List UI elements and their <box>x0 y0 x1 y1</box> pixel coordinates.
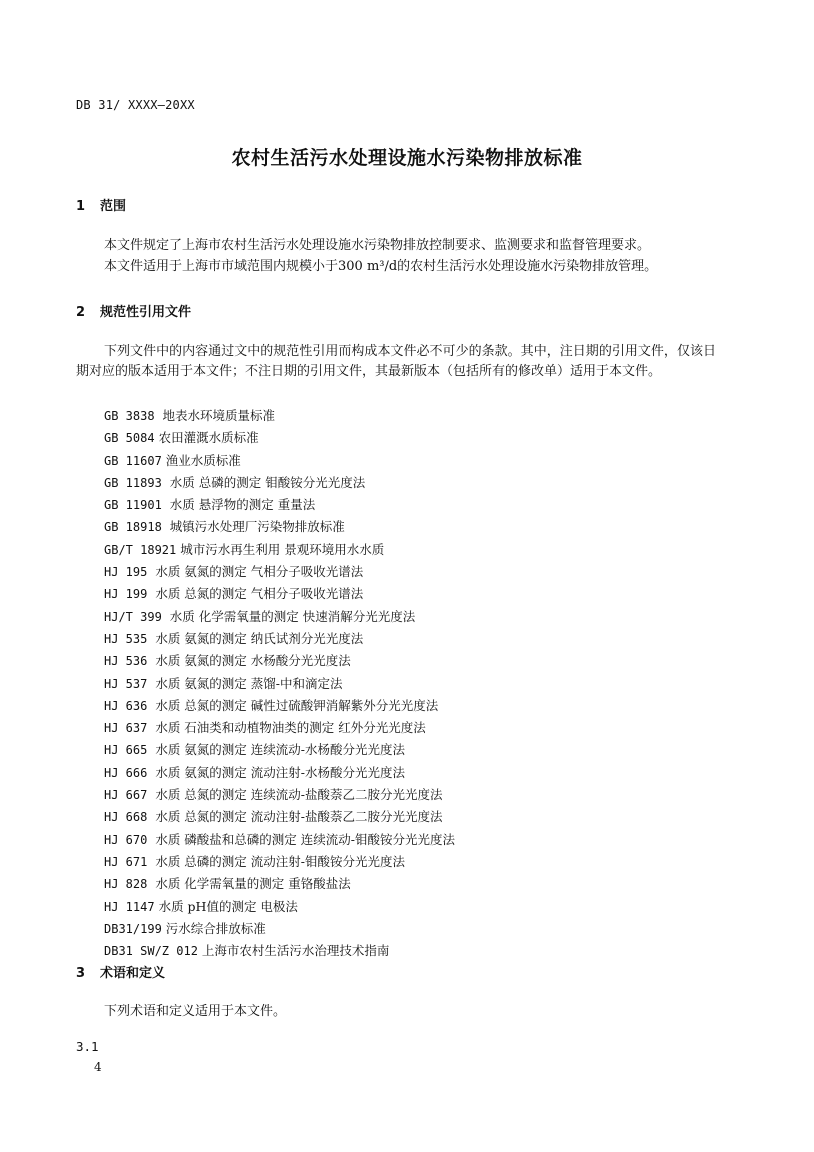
reference-title: 渔业水质标准 <box>165 452 241 468</box>
list-item <box>104 717 455 739</box>
reference-code: HJ 668 <box>104 810 148 825</box>
list-item <box>104 829 455 851</box>
reference-code: GB 18918 <box>104 520 162 535</box>
list-item <box>104 606 455 628</box>
doc-number: DB 31/ XXXX—20XX <box>76 98 195 112</box>
section-title: 术语和定义 <box>100 966 166 981</box>
reference-title: 水质 氨氮的测定 流动注射-水杨酸分光光度法 <box>151 764 406 780</box>
list-item <box>104 427 455 449</box>
document-title: 农村生活污水处理设施水污染物排放标准 <box>231 147 583 169</box>
reference-code: GB 5084 <box>104 431 155 446</box>
list-item <box>104 851 455 873</box>
reference-code: HJ 637 <box>104 721 148 736</box>
list-item <box>104 673 455 695</box>
paragraph: 下列术语和定义适用于本文件。 <box>104 1004 287 1019</box>
reference-title: 水质 氨氮的测定 水杨酸分光光度法 <box>151 653 351 669</box>
list-item <box>104 628 455 650</box>
reference-title: 水质 悬浮物的测定 重量法 <box>165 497 316 513</box>
list-item <box>104 940 455 962</box>
reference-code: HJ 670 <box>104 832 148 847</box>
reference-code: HJ 536 <box>104 654 148 669</box>
reference-title: 水质 氨氮的测定 纳氏试剂分光光度法 <box>151 630 364 646</box>
reference-code: HJ 665 <box>104 743 148 758</box>
reference-title: 水质 总磷的测定 流动注射-钼酸铵分光光度法 <box>151 853 406 869</box>
page-number: 4 <box>94 1060 102 1074</box>
section-number: 2 <box>76 305 86 320</box>
reference-title: 水质 化学需氧量的测定 快速消解分光光度法 <box>165 608 416 624</box>
reference-title: 地表水环境质量标准 <box>158 408 276 423</box>
list-item <box>104 561 455 583</box>
reference-code: HJ 671 <box>104 854 148 869</box>
section-number: 3 <box>76 966 86 981</box>
list-item <box>104 583 455 605</box>
reference-title: 水质 氨氮的测定 连续流动-水杨酸分光光度法 <box>151 742 406 758</box>
reference-code: HJ 828 <box>104 877 148 892</box>
reference-code: HJ 1147 <box>104 899 155 914</box>
reference-code: GB 11893 <box>104 475 162 490</box>
reference-title: 城市污水再生利用 景观环境用水水质 <box>180 541 385 557</box>
section-number: 1 <box>76 199 86 214</box>
reference-code: HJ 666 <box>104 765 148 780</box>
reference-code: HJ 535 <box>104 631 148 646</box>
list-item <box>104 806 455 828</box>
list-item <box>104 784 455 806</box>
reference-title: 水质 总氮的测定 气相分子吸收光谱法 <box>151 586 364 602</box>
list-item <box>104 539 455 561</box>
reference-title: 水质 总氮的测定 流动注射-盐酸萘乙二胺分光光度法 <box>151 809 443 825</box>
reference-code: GB 3838 <box>104 409 155 423</box>
list-item <box>104 739 455 761</box>
paragraph: 本文件规定了上海市农村生活污水处理设施水污染物排放控制要求、监测要求和监督管理要求。 <box>104 238 651 253</box>
reference-code: HJ 537 <box>104 676 148 691</box>
reference-title: 水质 氨氮的测定 蒸馏-中和滴定法 <box>151 675 343 691</box>
list-item <box>104 896 455 918</box>
list-item <box>104 405 455 427</box>
section-heading-3 <box>76 962 165 981</box>
list-item <box>104 873 455 895</box>
reference-code: DB31 SW/Z 012 <box>104 944 198 959</box>
reference-title: 水质 总磷的测定 钼酸铵分光光度法 <box>165 474 366 490</box>
reference-title: 水质 pH值的测定 电极法 <box>158 898 298 914</box>
reference-code: HJ 195 <box>104 565 148 580</box>
reference-code: HJ 667 <box>104 788 148 803</box>
clause-number: 3.1 <box>76 1039 99 1054</box>
reference-code: HJ/T 399 <box>104 609 162 624</box>
reference-list <box>104 405 455 962</box>
list-item <box>104 918 455 940</box>
reference-code: GB 11607 <box>104 453 162 468</box>
list-item <box>104 472 455 494</box>
reference-title: 水质 磷酸盐和总磷的测定 连续流动-钼酸铵分光光度法 <box>151 831 456 847</box>
reference-code: GB 11901 <box>104 498 162 513</box>
list-item <box>104 516 455 538</box>
section-heading-2 <box>76 301 191 320</box>
reference-title: 污水综合排放标准 <box>165 920 266 936</box>
reference-code: GB/T 18921 <box>104 542 177 557</box>
list-item <box>104 762 455 784</box>
reference-title: 城镇污水处理厂污染物排放标准 <box>165 519 345 535</box>
reference-code: HJ 636 <box>104 698 148 713</box>
reference-title: 水质 石油类和动植物油类的测定 红外分光光度法 <box>151 720 426 736</box>
reference-title: 水质 总氮的测定 碱性过硫酸钾消解紫外分光光度法 <box>151 697 439 713</box>
list-item <box>104 695 455 717</box>
list-item <box>104 494 455 516</box>
reference-title: 水质 总氮的测定 连续流动-盐酸萘乙二胺分光光度法 <box>151 787 443 803</box>
list-item <box>104 450 455 472</box>
paragraph: 下列文件中的内容通过文中的规范性引用而构成本文件必不可少的条款。其中，注日期的引用文件，仅该日期对应的版本适用于本文件；不注日期的引用文件，其最新版本（包括所有的修改单）适用于本文件。 <box>76 344 716 379</box>
reference-title: 水质 化学需氧量的测定 重铬酸盐法 <box>151 876 351 892</box>
section-heading-1 <box>76 195 126 214</box>
paragraph: 本文件适用于上海市市域范围内规模小于300 m³/d的农村生活污水处理设施水污染物排放管理。 <box>104 259 658 274</box>
section-title: 规范性引用文件 <box>100 305 192 320</box>
list-item <box>104 650 455 672</box>
reference-code: HJ 199 <box>104 587 148 602</box>
reference-title: 水质 氨氮的测定 气相分子吸收光谱法 <box>151 564 364 580</box>
reference-title: 上海市农村生活污水治理技术指南 <box>201 943 390 959</box>
section-title: 范围 <box>100 199 127 214</box>
reference-title: 农田灌溉水质标准 <box>158 430 259 446</box>
reference-code: DB31/199 <box>104 921 162 936</box>
